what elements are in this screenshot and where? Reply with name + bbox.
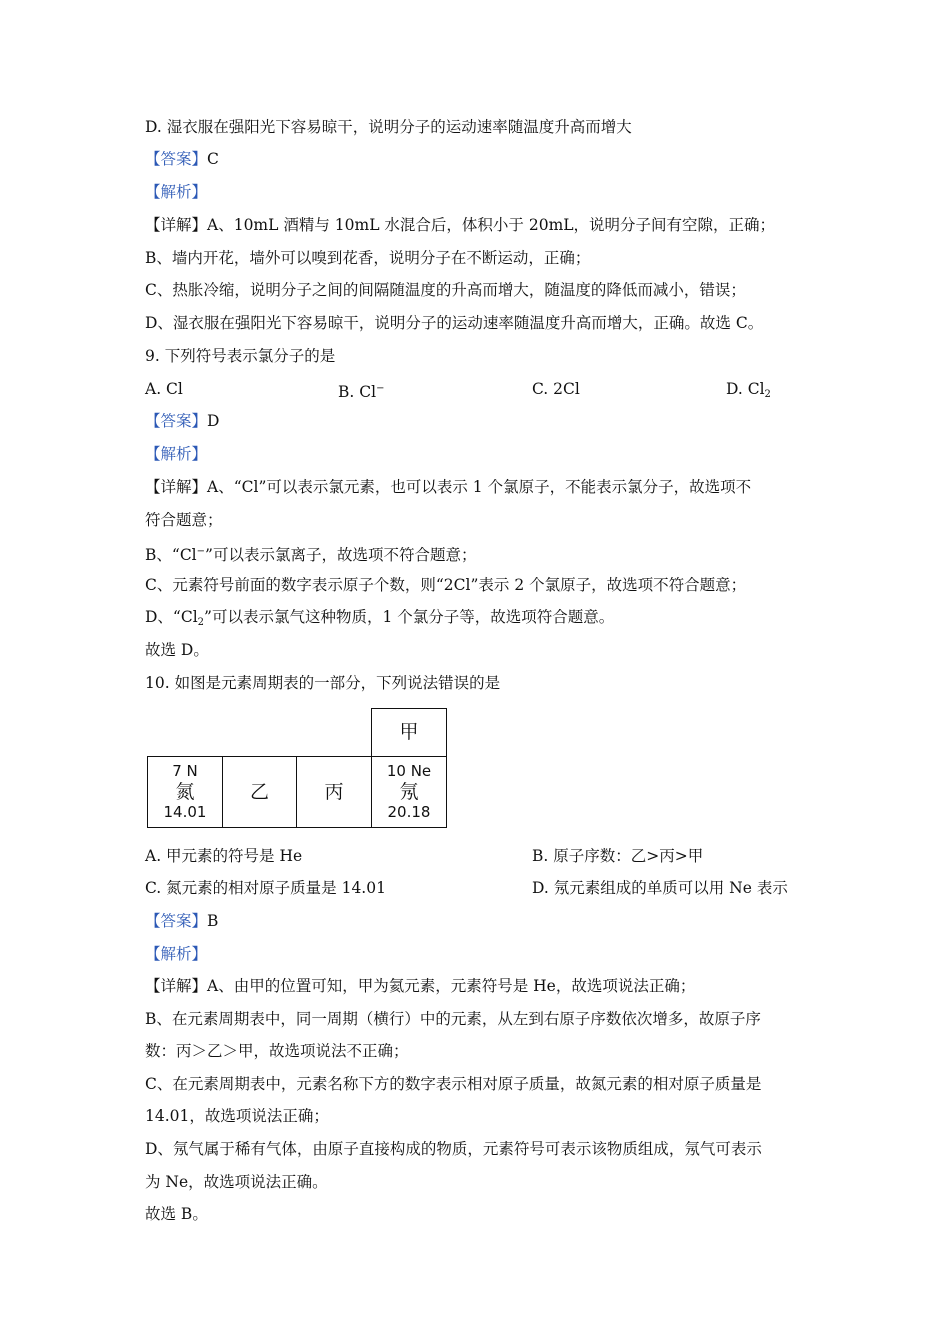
element-name: 氮 (175, 781, 195, 803)
element-number-symbol: 10 Ne (386, 762, 432, 780)
q8-detail-d: D、湿衣服在强阳光下容易晾干，说明分子的运动速率随温度升高而增大，正确。故选 C。 (145, 314, 764, 332)
q10-option-a: A. 甲元素的符号是 He (145, 847, 303, 865)
subscript: 2 (197, 617, 205, 628)
q9-detail-a2: 符合题意； (145, 511, 223, 529)
q10-option-d: D. 氖元素组成的单质可以用 Ne 表示 (532, 879, 788, 897)
q10-analysis-tag: 【解析】 (145, 945, 208, 963)
element-mass: 20.18 (387, 803, 431, 821)
q10-detail-d1: D、氖气属于稀有气体，由原子直接构成的物质，元素符号可表示该物质组成，氖气可表示 (145, 1140, 762, 1158)
element-name: 氖 (399, 781, 419, 803)
charge-superscript: − (376, 383, 385, 394)
detail-tag: 【详解】 (145, 478, 208, 496)
answer-tag: 【答案】 (145, 412, 208, 430)
detail-text: ”可以表示氯气这种物质，1 个氯分子等，故选项符合题意。 (204, 608, 615, 626)
cell-bing (296, 756, 372, 828)
q10-answer (145, 911, 218, 931)
q8-option-d: D. 湿衣服在强阳光下容易晾干，说明分子的运动速率随温度升高而增大 (145, 118, 632, 136)
subscript: 2 (764, 389, 771, 400)
element-mass: 14.01 (163, 803, 207, 821)
q10-conclusion: 故选 B。 (145, 1205, 208, 1223)
detail-text: ”可以表示氯离子，故选项不符合题意； (205, 546, 477, 564)
option-text: B. Cl (338, 383, 377, 401)
q10-detail-d2: 为 Ne，故选项说法正确。 (145, 1173, 328, 1191)
answer-tag: 【答案】 (145, 150, 208, 168)
q10-detail-b2: 数：丙＞乙＞甲，故选项说法不正确； (145, 1042, 409, 1060)
q9-answer (145, 411, 219, 431)
q8-detail-a (145, 215, 775, 235)
q9-analysis-tag: 【解析】 (145, 445, 208, 463)
q9-detail-c: C、元素符号前面的数字表示原子个数，则“2Cl”表示 2 个氯原子，故选项不符合题意； (145, 576, 747, 594)
detail-text: A、10mL 酒精与 10mL 水混合后，体积小于 20mL，说明分子间有空隙，正确； (207, 216, 776, 234)
detail-text: A、“Cl”可以表示氯元素，也可以表示 1 个氯原子，不能表示氯分子，故选项不 (207, 478, 752, 496)
detail-tag: 【详解】 (145, 216, 208, 234)
q9-detail-d (145, 607, 614, 633)
answer-value: B (207, 912, 219, 930)
q9-detail-a1 (145, 477, 751, 497)
answer-tag: 【答案】 (145, 912, 208, 930)
q8-detail-b: B、墙内开花，墙外可以嗅到花香，说明分子在不断运动，正确； (145, 249, 591, 267)
cell-yi (222, 756, 297, 828)
q10-detail-b1: B、在元素周期表中，同一周期（横行）中的元素，从左到右原子序数依次增多，故原子序 (145, 1010, 761, 1028)
cell-jia (371, 708, 447, 757)
element-number-symbol: 7 N (172, 762, 198, 780)
detail-text: B、“Cl (145, 546, 197, 564)
q10-detail-c2: 14.01，故选项说法正确； (145, 1107, 329, 1125)
q10-option-b: B. 原子序数：乙>丙>甲 (532, 847, 704, 865)
detail-text: D、“Cl (145, 608, 198, 626)
cell-label: 乙 (249, 781, 269, 803)
q9-stem: 9. 下列符号表示氯分子的是 (145, 347, 336, 365)
cell-neon (371, 756, 447, 828)
q9-option-d (726, 379, 771, 405)
answer-value: C (207, 150, 219, 168)
detail-tag: 【详解】 (145, 977, 208, 995)
q9-option-b (338, 379, 384, 402)
q10-detail-c1: C、在元素周期表中，元素名称下方的数字表示相对原子质量，故氮元素的相对原子质量是 (145, 1075, 762, 1093)
option-text: D. Cl (726, 380, 765, 398)
q8-analysis-tag: 【解析】 (145, 183, 208, 201)
q9-detail-b (145, 542, 476, 565)
q9-option-a: A. Cl (145, 380, 183, 398)
cell-label: 甲 (399, 721, 419, 743)
q8-detail-c: C、热胀冷缩，说明分子之间的间隔随温度的升高而增大，随温度的降低而减小，错误； (145, 281, 746, 299)
periodic-table-fragment (147, 708, 447, 828)
cell-label: 丙 (324, 781, 344, 803)
q9-conclusion: 故选 D。 (145, 641, 209, 659)
q10-stem: 10. 如图是元素周期表的一部分，下列说法错误的是 (145, 674, 501, 692)
q9-option-c: C. 2Cl (532, 380, 580, 398)
q10-detail-a (145, 976, 695, 996)
detail-text: A、由甲的位置可知，甲为氦元素，元素符号是 He，故选项说法正确； (207, 977, 696, 995)
charge-superscript: − (196, 546, 206, 557)
q8-answer (145, 149, 219, 169)
q10-option-c: C. 氮元素的相对原子质量是 14.01 (145, 879, 386, 897)
answer-value: D (207, 412, 220, 430)
cell-nitrogen (147, 756, 223, 828)
